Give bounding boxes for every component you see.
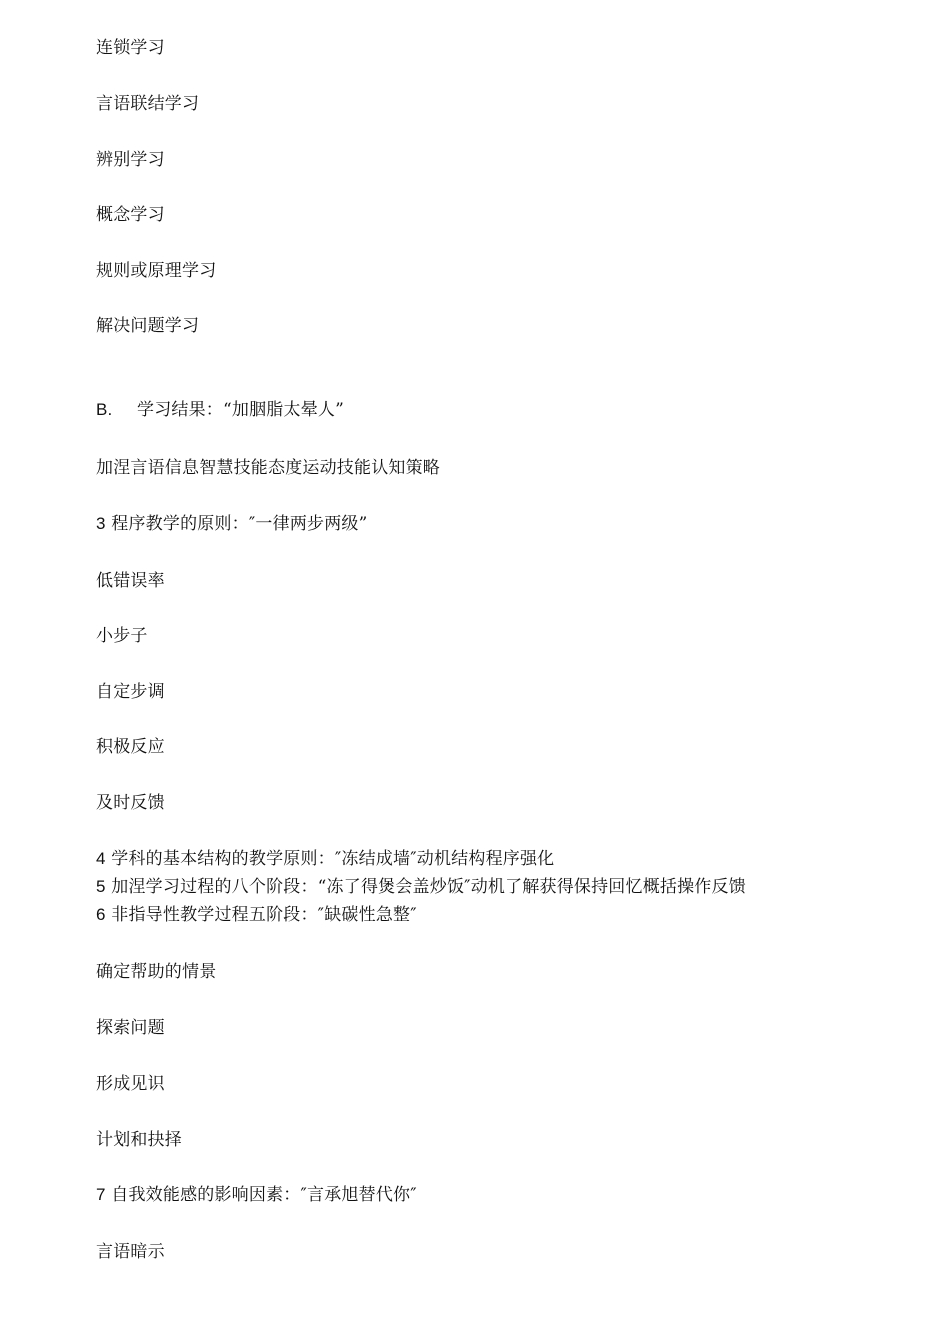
list-item: 概念学习 <box>96 205 165 225</box>
list-item: 积极反应 <box>96 737 165 757</box>
heading-text: 非指导性教学过程五阶段：″缺碳性急整″ <box>111 905 417 925</box>
heading-number: 3 <box>96 514 106 533</box>
section-marker: B. <box>96 400 113 419</box>
heading-number: 4 <box>96 849 106 868</box>
section-b-heading <box>96 399 344 421</box>
list-item: 探索问题 <box>96 1018 165 1038</box>
list-item: 规则或原理学习 <box>96 261 217 281</box>
list-item: 形成见识 <box>96 1074 165 1094</box>
list-item: 自定步调 <box>96 682 165 702</box>
list-item: 连锁学习 <box>96 38 165 58</box>
heading-7 <box>96 1184 417 1206</box>
heading-6 <box>96 904 417 926</box>
list-item: 言语联结学习 <box>96 94 200 114</box>
list-item: 小步子 <box>96 626 148 646</box>
heading-text: 程序教学的原则：″一律两步两级” <box>111 514 368 534</box>
list-item: 及时反馈 <box>96 793 165 813</box>
list-item: 低错误率 <box>96 571 165 591</box>
heading-4 <box>96 848 554 870</box>
heading-text: 自我效能感的影响因素：″言承旭替代你″ <box>111 1185 417 1205</box>
heading-number: 7 <box>96 1185 106 1204</box>
section-b-text: 学习结果：“加胭脂太晕人” <box>137 400 344 420</box>
list-item: 辨别学习 <box>96 150 165 170</box>
heading-3 <box>96 513 368 535</box>
gagne-results-line: 加涅言语信息智慧技能态度运动技能认知策略 <box>96 458 440 478</box>
list-item: 解决问题学习 <box>96 316 200 336</box>
list-item: 确定帮助的情景 <box>96 962 217 982</box>
heading-5 <box>96 876 746 898</box>
heading-number: 6 <box>96 905 106 924</box>
heading-number: 5 <box>96 877 106 896</box>
heading-text: 加涅学习过程的八个阶段：“冻了得煲会盖炒饭″动机了解获得保持回忆概括操作反馈 <box>111 877 746 897</box>
list-item: 计划和抉择 <box>96 1130 182 1150</box>
heading-text: 学科的基本结构的教学原则：″冻结成墙″动机结构程序强化 <box>111 849 555 869</box>
list-item: 言语暗示 <box>96 1242 165 1262</box>
